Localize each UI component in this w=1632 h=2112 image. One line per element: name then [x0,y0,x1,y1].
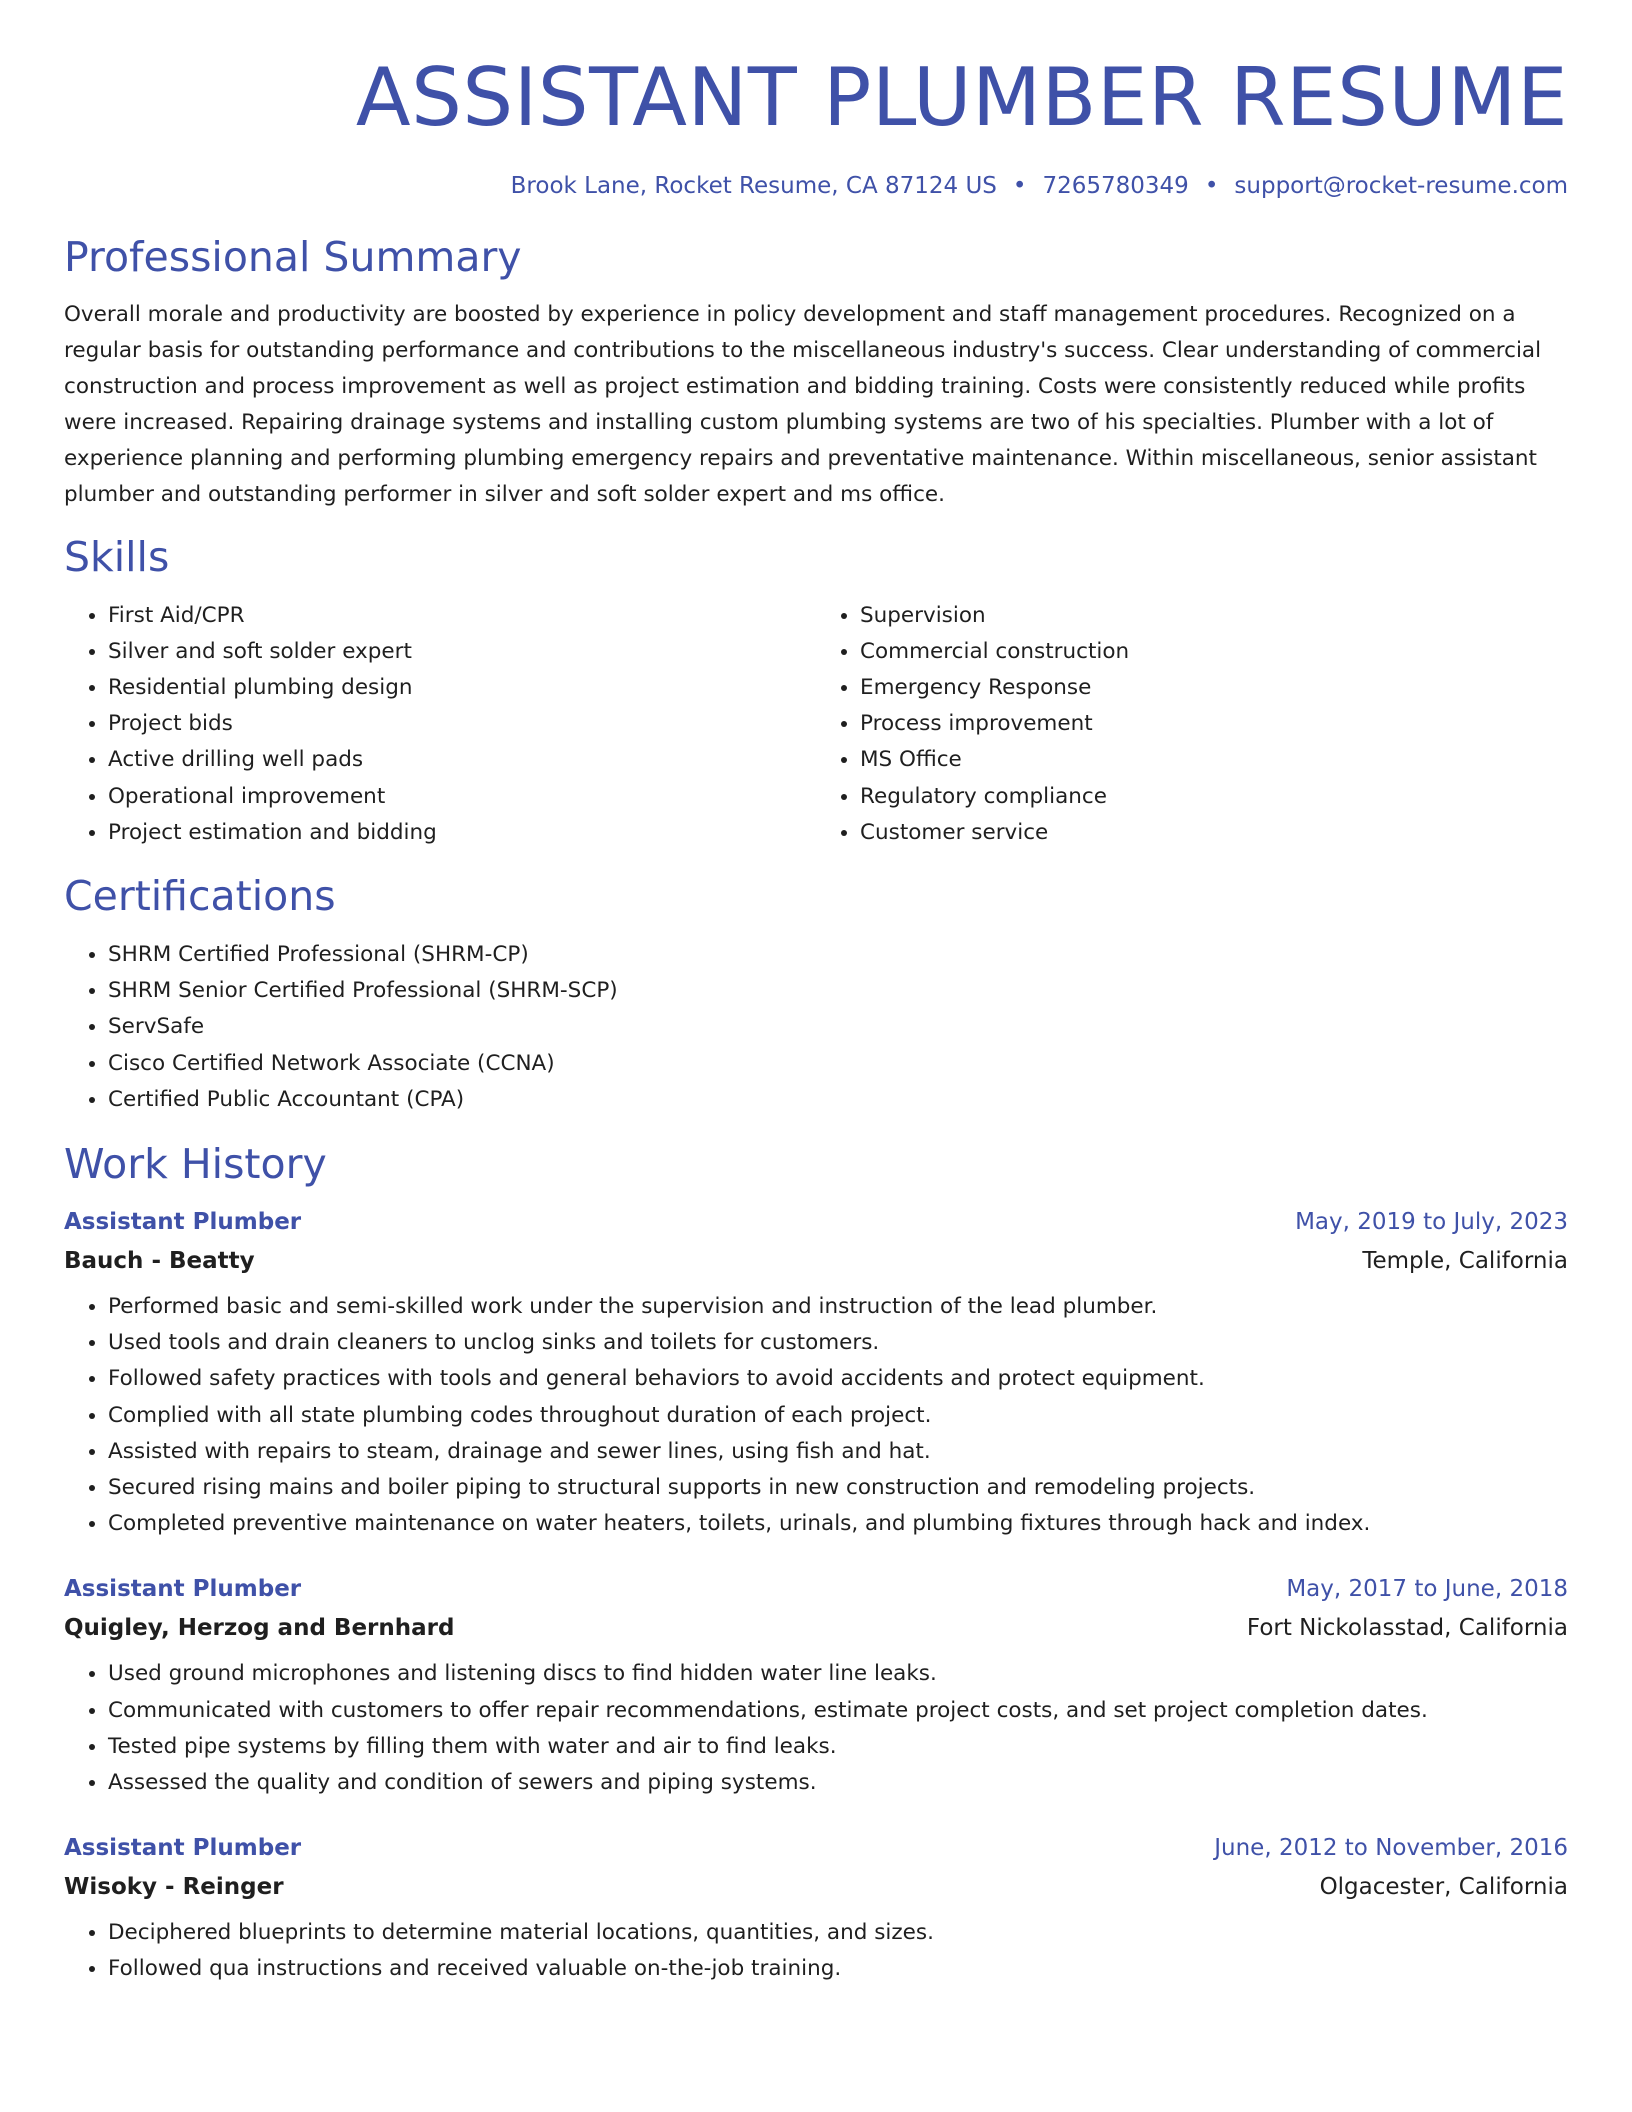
certifications-list [64,937,1568,1118]
job-company: Bauch - Beatty [64,1248,255,1275]
certification-item: • SHRM Senior Certified Professional (SHRM-SCP) [108,973,1568,1009]
job-subheader [64,1876,1568,1899]
job-duty: • Assisted with repairs to steam, drainage and sewer lines, using fish and hat. [108,1434,1568,1470]
skill-item: • Project bids [108,706,816,742]
job-duty: • Used tools and drain cleaners to unclog sinks and toilets for customers. [108,1325,1568,1361]
job-duty: • Secured rising mains and boiler piping to structural supports in new construction and remodeling projects. [108,1470,1568,1506]
summary-heading: Professional Summary [64,232,522,281]
job-duty: • Performed basic and semi-skilled work under the supervision and instruction of the lead plumber. [108,1289,1568,1325]
job-duty: • Communicated with customers to offer repair recommendations, estimate project costs, and set project completion dates. [108,1693,1568,1729]
contact-separator: • [1012,173,1027,199]
job-duty: • Followed qua instructions and received valuable on-the-job training. [108,1951,1568,1987]
job-dates: June, 2012 to November, 2016 [1214,1835,1568,1862]
job-header [64,1837,1568,1860]
skill-item: • Emergency Response [860,670,1568,706]
skills-heading: Skills [64,532,170,581]
job-company: Wisoky - Reinger [64,1874,284,1901]
certification-item: • Cisco Certified Network Associate (CCNA) [108,1046,1568,1082]
job-company: Quigley, Herzog and Bernhard [64,1615,455,1642]
job-title: Assistant Plumber [64,1209,302,1236]
contact-address: Brook Lane, Rocket Resume, CA 87124 US [510,173,997,199]
job-location: Olgacester, California [1319,1874,1568,1901]
job-duty: • Assessed the quality and condition of sewers and piping systems. [108,1765,1568,1801]
job-duties [64,1656,1568,1801]
summary-text: Overall morale and productivity are boosted by experience in policy development and staff management procedures. Recognized on a regular basis for outstanding performance and contributions to the miscellaneous industry's success. Clear understanding of commercial construction and process improvement as well as project estimation and bidding training. Costs were consistently reduced while profits were increased. Repairing drainage systems and installing custom plumbing systems are two of his specialties. Plumber with a lot of experience planning and performing plumbing emergency repairs and preventative maintenance. Within miscellaneous, senior assistant plumber and outstanding performer in silver and soft solder expert and ms office. [64,301,1542,507]
skill-item: • MS Office [860,742,1568,778]
skill-item: • Commercial construction [860,634,1568,670]
job-entry [64,1578,1568,1801]
contact-line [64,173,1568,201]
skill-item: • Regulatory compliance [860,779,1568,815]
job-entry [64,1211,1568,1542]
job-title: Assistant Plumber [64,1576,302,1603]
skills-list [64,598,1568,851]
contact-phone[interactable]: 7265780349 [1042,173,1189,199]
contact-separator: • [1204,173,1219,199]
job-duties [64,1289,1568,1542]
certifications-heading: Certifications [64,872,336,921]
work-history-heading: Work History [64,1140,327,1189]
skill-item: • Residential plumbing design [108,670,816,706]
resume-title: ASSISTANT PLUMBER RESUME [355,51,1568,144]
skill-item: • Supervision [860,598,1568,634]
skills-right-column [816,598,1568,851]
job-duties [64,1915,1568,1987]
job-entry [64,1837,1568,1987]
skill-item: • Process improvement [860,706,1568,742]
job-subheader [64,1250,1568,1273]
job-duty: • Used ground microphones and listening discs to find hidden water line leaks. [108,1656,1568,1692]
job-title: Assistant Plumber [64,1835,302,1862]
job-duty: • Completed preventive maintenance on water heaters, toilets, urinals, and plumbing fixtures through hack and index. [108,1506,1568,1542]
job-duty: • Followed safety practices with tools and general behaviors to avoid accidents and protect equipment. [108,1361,1568,1397]
job-dates: May, 2019 to July, 2023 [1295,1209,1568,1236]
skill-item: • Operational improvement [108,779,816,815]
skill-item: • Silver and soft solder expert [108,634,816,670]
resume-page [64,0,1568,1988]
job-subheader [64,1617,1568,1640]
job-header [64,1211,1568,1234]
job-dates: May, 2017 to June, 2018 [1286,1576,1568,1603]
skill-item: • Customer service [860,815,1568,851]
certification-item: • Certified Public Accountant (CPA) [108,1082,1568,1118]
job-header [64,1578,1568,1601]
job-duty: • Complied with all state plumbing codes throughout duration of each project. [108,1398,1568,1434]
skills-left-column [64,598,816,851]
job-location: Temple, California [1362,1248,1568,1275]
job-duty: • Deciphered blueprints to determine material locations, quantities, and sizes. [108,1915,1568,1951]
certification-item: • SHRM Certified Professional (SHRM-CP) [108,937,1568,973]
skill-item: • Project estimation and bidding [108,815,816,851]
job-location: Fort Nickolasstad, California [1246,1615,1568,1642]
skill-item: • Active drilling well pads [108,742,816,778]
skill-item: • First Aid/CPR [108,598,816,634]
contact-email[interactable]: support@rocket-resume.com [1234,173,1568,199]
certification-item: • ServSafe [108,1009,1568,1045]
job-duty: • Tested pipe systems by filling them with water and air to find leaks. [108,1729,1568,1765]
